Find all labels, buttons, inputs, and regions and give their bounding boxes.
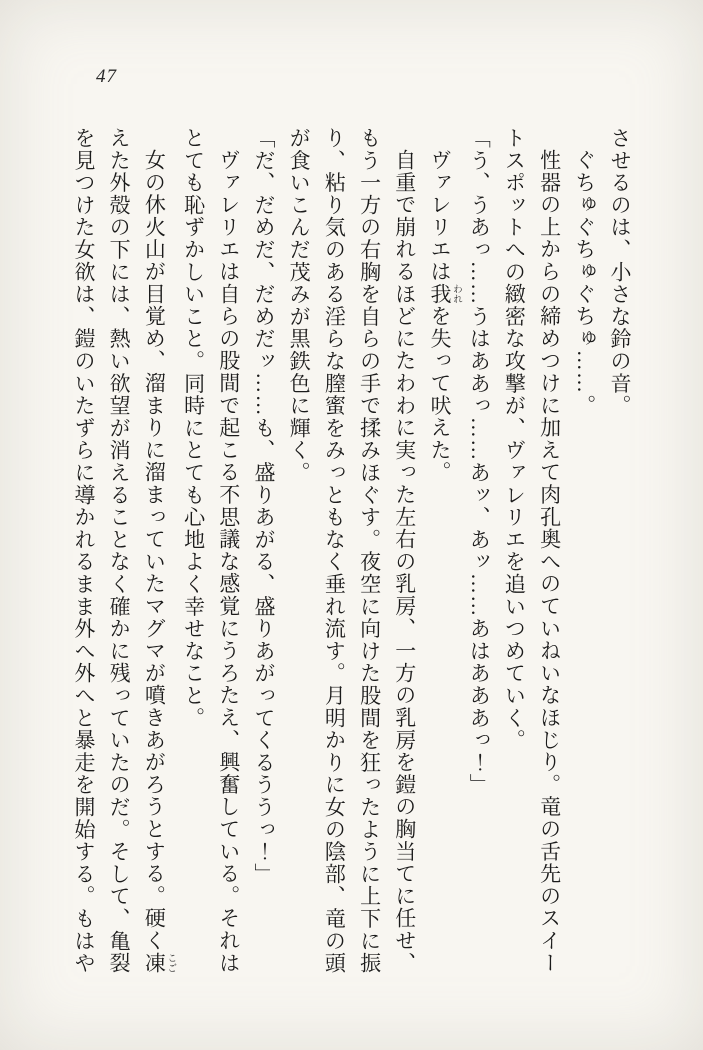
paragraph: 「だ、だめだ、だめだッ……も、盛りあがる、盛りあがってくるううっ！」	[251, 127, 276, 886]
paragraph: 女の休火山が目覚め、溜まりに溜まっていたマグマが噴きあがろうとする。硬く凍 こごえた外殻の下には、熱い欲望が消えることなく確かに残っていたのだ。そして、亀裂を見つけた女欲は、鎧のいたずらに導かれるまま外へ外へと暴走を開始する。もはや	[71, 127, 176, 975]
paragraph: 性器の上からの締めつけに加えて肉孔奥へのていねいなほじり。竜の舌先のスイートスポットへの緻密な攻撃が、ヴァレリエを追いつめていく。	[502, 127, 562, 975]
page-number: 47	[96, 66, 117, 87]
furigana-annotated-text: 我 われ	[427, 283, 461, 306]
paragraph: ヴァレリエは自らの股間で起こる不思議な感覚にうろたえ、興奮している。それはとても恥ずかしいこと。同時にとても心地よく幸せなこと。	[181, 127, 241, 975]
text-block	[66, 127, 637, 976]
paragraph: 自重で崩れるほどにたわわに実った左右の乳房、一方の乳房を鎧の胸当てに任せ、もう一方の右胸を自らの手で揉みほぐす。夜空に向けた股間を狂ったように上下に振り、粘り気のある淫らな膣蜜をみっともなく垂れ流す。月明かりに女の陰部、竜の頭が食いこんだ茂みが黒鉄色に輝く。	[287, 127, 417, 975]
furigana-annotated-text: 凍 こご	[142, 952, 176, 975]
paragraph: ぐちゅぐちゅぐちゅ……。	[572, 149, 597, 417]
paragraph: させるのは、小さな鈴の音。	[608, 127, 632, 417]
paragraph: 「う、うあっ……うはああっ……あッ、あッ……あはあああっ！」	[467, 127, 492, 796]
paragraph: ヴァレリエは我 われを失って吠えた。	[427, 149, 461, 484]
